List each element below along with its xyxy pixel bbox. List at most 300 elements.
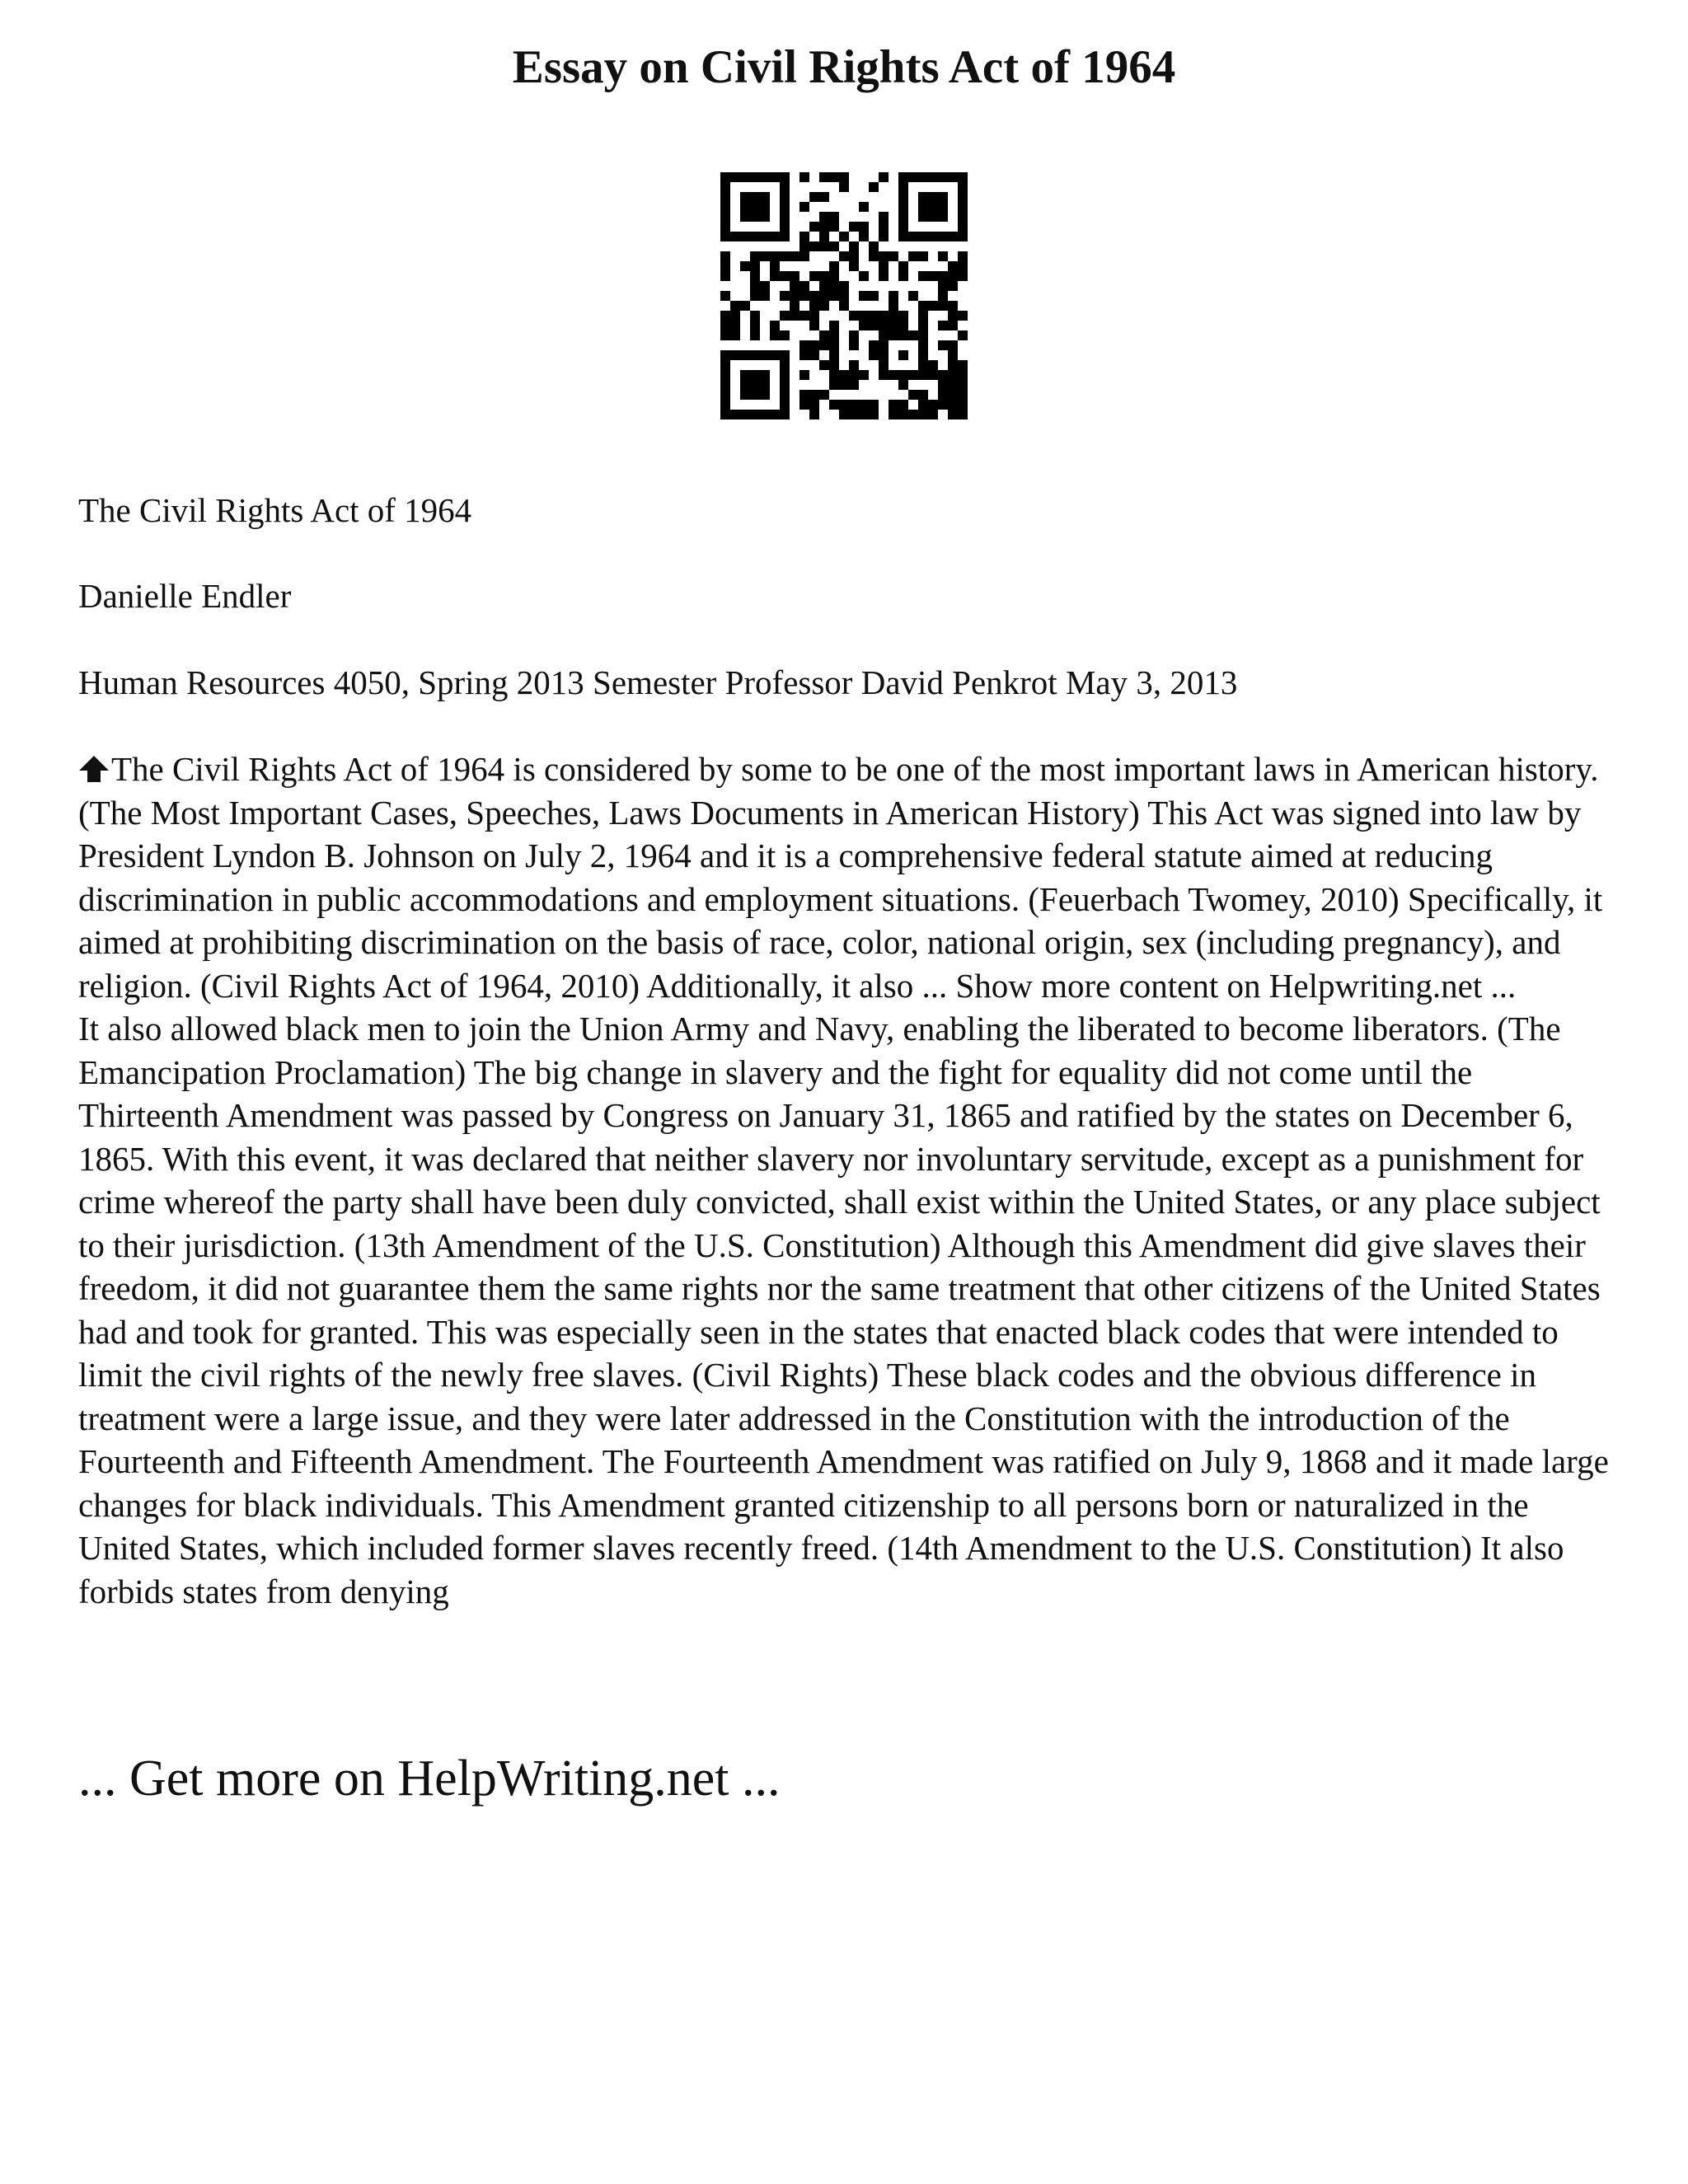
qr-module xyxy=(938,390,948,400)
qr-module xyxy=(770,261,780,271)
qr-module xyxy=(760,380,770,390)
qr-module xyxy=(839,172,849,182)
qr-module xyxy=(780,370,790,380)
qr-module xyxy=(720,321,730,330)
qr-module xyxy=(839,410,849,419)
qr-module xyxy=(958,400,968,410)
qr-module xyxy=(780,232,790,241)
qr-module xyxy=(938,202,948,212)
qr-module xyxy=(720,222,730,232)
qr-module xyxy=(879,311,889,321)
qr-module xyxy=(750,350,760,360)
qr-module xyxy=(898,172,908,182)
qr-module xyxy=(720,311,730,321)
qr-module xyxy=(780,400,790,410)
qr-module xyxy=(740,380,750,390)
qr-module xyxy=(849,370,859,380)
qr-module xyxy=(730,321,740,330)
qr-module xyxy=(760,172,770,182)
qr-module xyxy=(849,330,859,340)
qr-module xyxy=(780,271,790,281)
qr-module xyxy=(780,330,790,340)
qr-module xyxy=(938,291,948,301)
qr-module xyxy=(879,251,889,261)
qr-module xyxy=(928,271,938,281)
qr-module xyxy=(760,212,770,222)
qr-module xyxy=(819,172,829,182)
qr-module xyxy=(938,232,948,241)
qr-module xyxy=(908,390,918,400)
qr-module xyxy=(948,232,958,241)
qr-module xyxy=(799,370,809,380)
qr-module xyxy=(918,311,928,321)
qr-module xyxy=(898,380,908,390)
qr-module xyxy=(869,340,879,350)
qr-module xyxy=(879,340,889,350)
qr-module xyxy=(938,321,948,330)
qr-module xyxy=(918,301,928,311)
qr-module xyxy=(790,301,799,311)
qr-module xyxy=(918,202,928,212)
qr-module xyxy=(849,222,859,232)
qr-module xyxy=(809,340,819,350)
qr-module xyxy=(958,222,968,232)
qr-module xyxy=(750,321,760,330)
qr-module xyxy=(958,390,968,400)
qr-module xyxy=(908,291,918,301)
qr-module xyxy=(938,192,948,202)
qr-module xyxy=(938,340,948,350)
qr-module xyxy=(819,232,829,241)
qr-module xyxy=(849,311,859,321)
qr-module xyxy=(720,271,730,281)
qr-module xyxy=(928,301,938,311)
qr-module xyxy=(898,182,908,192)
qr-module xyxy=(750,202,760,212)
qr-module xyxy=(780,390,790,400)
qr-module xyxy=(879,330,889,340)
qr-module xyxy=(720,330,730,340)
qr-module xyxy=(958,251,968,261)
qr-module xyxy=(760,350,770,360)
qr-module xyxy=(829,291,839,301)
qr-module xyxy=(760,232,770,241)
author-name: Danielle Endler xyxy=(78,577,292,615)
qr-module xyxy=(760,410,770,419)
qr-module xyxy=(879,261,889,271)
course-info: Human Resources 4050, Spring 2013 Semester Professor David Penkrot May 3, 2013 xyxy=(78,663,1238,701)
qr-module xyxy=(799,172,809,182)
qr-module xyxy=(799,251,809,261)
qr-module xyxy=(750,291,760,301)
qr-module xyxy=(958,182,968,192)
qr-module xyxy=(730,172,740,182)
qr-module xyxy=(720,291,730,301)
qr-module xyxy=(829,370,839,380)
qr-module xyxy=(859,321,869,330)
qr-module xyxy=(799,202,809,212)
qr-module xyxy=(898,271,908,281)
qr-module xyxy=(750,330,760,340)
qr-module xyxy=(750,172,760,182)
qr-module xyxy=(720,202,730,212)
qr-module xyxy=(760,390,770,400)
qr-module xyxy=(839,380,849,390)
up-arrow-icon xyxy=(78,755,110,783)
qr-module xyxy=(760,192,770,202)
qr-module xyxy=(829,212,839,222)
qr-module xyxy=(839,182,849,192)
qr-module xyxy=(750,311,760,321)
qr-module xyxy=(799,311,809,321)
qr-module xyxy=(839,370,849,380)
qr-module xyxy=(730,232,740,241)
qr-module xyxy=(809,390,819,400)
qr-module xyxy=(829,281,839,291)
qr-module xyxy=(898,222,908,232)
qr-module xyxy=(829,330,839,340)
qr-module xyxy=(958,271,968,281)
qr-module xyxy=(760,370,770,380)
qr-module xyxy=(879,360,889,370)
qr-module xyxy=(869,410,879,419)
qr-module xyxy=(770,172,780,182)
qr-module xyxy=(750,261,760,271)
qr-module xyxy=(809,311,819,321)
get-more-link[interactable]: ... Get more on HelpWriting.net ... xyxy=(78,1750,781,1807)
qr-module xyxy=(799,350,809,360)
qr-module xyxy=(819,212,829,222)
qr-module xyxy=(958,330,968,340)
qr-module xyxy=(849,251,859,261)
qr-module xyxy=(720,360,730,370)
qr-module xyxy=(889,330,898,340)
qr-module xyxy=(908,370,918,380)
qr-module xyxy=(790,251,799,261)
qr-module xyxy=(918,271,928,281)
qr-module xyxy=(790,271,799,281)
qr-module xyxy=(720,380,730,390)
qr-module xyxy=(829,400,839,410)
qr-module xyxy=(889,311,898,321)
qr-module xyxy=(740,192,750,202)
qr-module xyxy=(889,321,898,330)
qr-module xyxy=(809,301,819,311)
qr-module xyxy=(849,241,859,251)
qr-module xyxy=(869,350,879,360)
qr-module xyxy=(918,172,928,182)
qr-module xyxy=(750,380,760,390)
qr-module xyxy=(829,172,839,182)
qr-module xyxy=(918,251,928,261)
qr-module xyxy=(730,330,740,340)
qr-module xyxy=(928,172,938,182)
qr-module xyxy=(889,410,898,419)
essay-title: The Civil Rights Act of 1964 xyxy=(78,491,472,529)
qr-module xyxy=(720,261,730,271)
qr-module xyxy=(839,251,849,261)
qr-module xyxy=(889,251,898,261)
qr-module xyxy=(859,291,869,301)
qr-module xyxy=(889,400,898,410)
qr-module xyxy=(829,340,839,350)
qr-module xyxy=(879,212,889,222)
qr-module xyxy=(948,281,958,291)
qr-module xyxy=(760,281,770,291)
qr-module xyxy=(859,222,869,232)
qr-module xyxy=(849,410,859,419)
qr-module xyxy=(780,182,790,192)
qr-module xyxy=(928,410,938,419)
qr-module xyxy=(859,311,869,321)
qr-module xyxy=(958,370,968,380)
paragraph-1-text: The Civil Rights Act of 1964 is considered by some to be one of the most important laws in American history. (The Most Important Cases, Speeches, Laws Documents in American History) This Act was signed into law by President Lyndon B. Johnson on July 2, 1964 and it is a comprehensive federal statute aimed at reducing discrimination in public accommodations and employment situations. (Feuerbach Twomey, 2010) Specifically, it aimed at prohibiting discrimination on the basis of race, color, national origin, sex (including pregnancy), and religion. (Civil Rights Act of 1964, 2010) Additionally, it also ... Show more content on Helpwriting.net ... xyxy=(78,750,1603,1005)
qr-module xyxy=(760,251,770,261)
qr-module xyxy=(760,291,770,301)
qr-module xyxy=(770,350,780,360)
qr-module xyxy=(859,232,869,241)
qr-module xyxy=(780,291,790,301)
qr-module xyxy=(730,301,740,311)
qr-module xyxy=(898,202,908,212)
qr-module xyxy=(869,251,879,261)
qr-module xyxy=(829,350,839,360)
qr-module xyxy=(869,321,879,330)
qr-module xyxy=(799,390,809,400)
qr-module xyxy=(819,390,829,400)
qr-module xyxy=(938,172,948,182)
qr-module xyxy=(819,192,829,202)
qr-module xyxy=(869,400,879,410)
qr-module xyxy=(809,410,819,419)
qr-module xyxy=(780,311,790,321)
qr-module xyxy=(829,271,839,281)
qr-module xyxy=(928,400,938,410)
qr-module xyxy=(948,410,958,419)
qr-module xyxy=(750,271,760,281)
qr-module xyxy=(898,261,908,271)
qr-module xyxy=(879,321,889,330)
qr-module xyxy=(879,350,889,360)
qr-module xyxy=(859,400,869,410)
qr-module xyxy=(740,390,750,400)
qr-module xyxy=(750,410,760,419)
qr-module xyxy=(730,410,740,419)
qr-module xyxy=(740,350,750,360)
qr-module xyxy=(780,251,790,261)
qr-module xyxy=(750,232,760,241)
qr-module xyxy=(770,271,780,281)
qr-module xyxy=(799,340,809,350)
qr-module xyxy=(780,380,790,390)
qr-module xyxy=(948,311,958,321)
essay-body xyxy=(78,748,1620,1613)
qr-module xyxy=(908,232,918,241)
qr-module xyxy=(819,222,829,232)
qr-module xyxy=(918,330,928,340)
qr-module xyxy=(948,390,958,400)
qr-module xyxy=(958,202,968,212)
qr-module xyxy=(948,400,958,410)
qr-module xyxy=(918,340,928,350)
qr-module xyxy=(829,360,839,370)
qr-module xyxy=(879,222,889,232)
qr-module xyxy=(958,360,968,370)
qr-module xyxy=(948,340,958,350)
qr-module xyxy=(938,301,948,311)
paragraph-1 xyxy=(78,748,1620,1007)
qr-module xyxy=(839,232,849,241)
qr-module xyxy=(928,192,938,202)
qr-module xyxy=(750,212,760,222)
qr-module xyxy=(740,370,750,380)
qr-module xyxy=(829,241,839,251)
qr-module xyxy=(720,172,730,182)
qr-module xyxy=(809,241,819,251)
qr-module xyxy=(720,232,730,241)
qr-module xyxy=(889,370,898,380)
qr-module xyxy=(819,241,829,251)
qr-module xyxy=(780,222,790,232)
qr-module xyxy=(809,291,819,301)
qr-module xyxy=(829,321,839,330)
qr-module xyxy=(928,370,938,380)
qr-module xyxy=(879,271,889,281)
qr-module xyxy=(958,212,968,222)
qr-module xyxy=(740,261,750,271)
qr-module xyxy=(720,251,730,261)
qr-module xyxy=(948,301,958,311)
qr-module xyxy=(958,311,968,321)
qr-module xyxy=(869,311,879,321)
qr-module xyxy=(829,222,839,232)
qr-module xyxy=(819,271,829,281)
qr-module xyxy=(720,400,730,410)
qr-module xyxy=(839,301,849,311)
qr-module xyxy=(740,172,750,182)
qr-module xyxy=(799,281,809,291)
qr-module xyxy=(750,390,760,400)
qr-module xyxy=(720,182,730,192)
qr-module xyxy=(720,350,730,360)
qr-module xyxy=(948,370,958,380)
qr-module xyxy=(938,370,948,380)
qr-module xyxy=(780,350,790,360)
qr-module xyxy=(948,380,958,390)
qr-code-icon xyxy=(720,172,968,419)
qr-module xyxy=(918,390,928,400)
qr-module xyxy=(948,172,958,182)
qr-module xyxy=(908,251,918,261)
qr-module xyxy=(750,370,760,380)
qr-module xyxy=(799,291,809,301)
qr-module xyxy=(918,350,928,360)
paragraph-2: It also allowed black men to join the Union Army and Navy, enabling the liberated to become liberators. (The Emancipation Proclamation) The big change in slavery and the fight for equality did not come until the Thirteenth Amendment was passed by Congress on January 31, 1865 and ratified by the states on December 6, 1865. With this event, it was declared that neither slavery nor involuntary servitude, except as a punishment for crime whereof the party shall have been duly convicted, shall exist within the United States, or any place subject to their jurisdiction. (13th Amendment of the U.S. Constitution) Although this Amendment did give slaves their freedom, it did not guarantee them the same rights nor the same treatment that other citizens of the United States had and took for granted. This was especially seen in the states that enacted black codes that were intended to limit the civil rights of the newly free slaves. (Civil Rights) These black codes and the obvious difference in treatment were a large issue, and they were later addressed in the Constitution with the introduction of the Fourteenth and Fifteenth Amendment. The Fourteenth Amendment was ratified on July 9, 1868 and it made large changes for black individuals. This Amendment granted citizenship to all persons born or naturalized in the United States, which included former slaves recently freed. (14th Amendment to the U.S. Constitution) It also forbids states from denying xyxy=(78,1010,1609,1610)
qr-module xyxy=(889,291,898,301)
qr-module xyxy=(839,281,849,291)
qr-module xyxy=(898,350,908,360)
qr-module xyxy=(938,212,948,222)
qr-module xyxy=(819,340,829,350)
qr-module xyxy=(780,410,790,419)
qr-module xyxy=(849,360,859,370)
qr-module xyxy=(938,400,948,410)
qr-module xyxy=(879,370,889,380)
qr-module xyxy=(750,192,760,202)
qr-module xyxy=(770,251,780,261)
qr-module xyxy=(809,350,819,360)
qr-module xyxy=(859,202,869,212)
qr-module xyxy=(928,232,938,241)
qr-module xyxy=(750,281,760,291)
qr-module xyxy=(780,192,790,202)
qr-module xyxy=(740,202,750,212)
qr-module xyxy=(948,360,958,370)
qr-module xyxy=(928,212,938,222)
qr-module xyxy=(928,202,938,212)
qr-module xyxy=(720,212,730,222)
qr-module xyxy=(879,232,889,241)
qr-module xyxy=(938,281,948,291)
qr-module xyxy=(760,202,770,212)
qr-module xyxy=(869,291,879,301)
qr-module xyxy=(918,212,928,222)
qr-module xyxy=(819,301,829,311)
qr-module xyxy=(928,360,938,370)
qr-module xyxy=(809,271,819,281)
qr-module xyxy=(889,301,898,311)
qr-module xyxy=(918,192,928,202)
qr-module xyxy=(799,232,809,241)
qr-module xyxy=(770,321,780,330)
qr-module xyxy=(908,172,918,182)
qr-module xyxy=(849,261,859,271)
qr-module xyxy=(859,271,869,281)
qr-module xyxy=(740,410,750,419)
qr-module xyxy=(780,212,790,222)
qr-module xyxy=(869,241,879,251)
qr-module xyxy=(740,301,750,311)
qr-module xyxy=(948,271,958,281)
qr-module xyxy=(829,380,839,390)
qr-module xyxy=(859,370,869,380)
qr-module xyxy=(898,232,908,241)
qr-module xyxy=(948,321,958,330)
qr-module xyxy=(750,251,760,261)
qr-module xyxy=(898,321,908,330)
qr-module xyxy=(898,330,908,340)
qr-module xyxy=(819,360,829,370)
qr-module xyxy=(958,172,968,182)
qr-module xyxy=(839,400,849,410)
qr-module xyxy=(958,261,968,271)
qr-module xyxy=(790,291,799,301)
qr-module xyxy=(720,192,730,202)
qr-module xyxy=(958,380,968,390)
qr-module xyxy=(898,410,908,419)
qr-module xyxy=(720,390,730,400)
qr-module xyxy=(790,281,799,291)
qr-module xyxy=(898,400,908,410)
qr-module xyxy=(730,350,740,360)
qr-module xyxy=(898,192,908,202)
qr-module xyxy=(869,182,879,192)
qr-module xyxy=(809,222,819,232)
qr-module xyxy=(819,281,829,291)
qr-module xyxy=(849,400,859,410)
qr-module xyxy=(898,311,908,321)
qr-module xyxy=(819,330,829,340)
